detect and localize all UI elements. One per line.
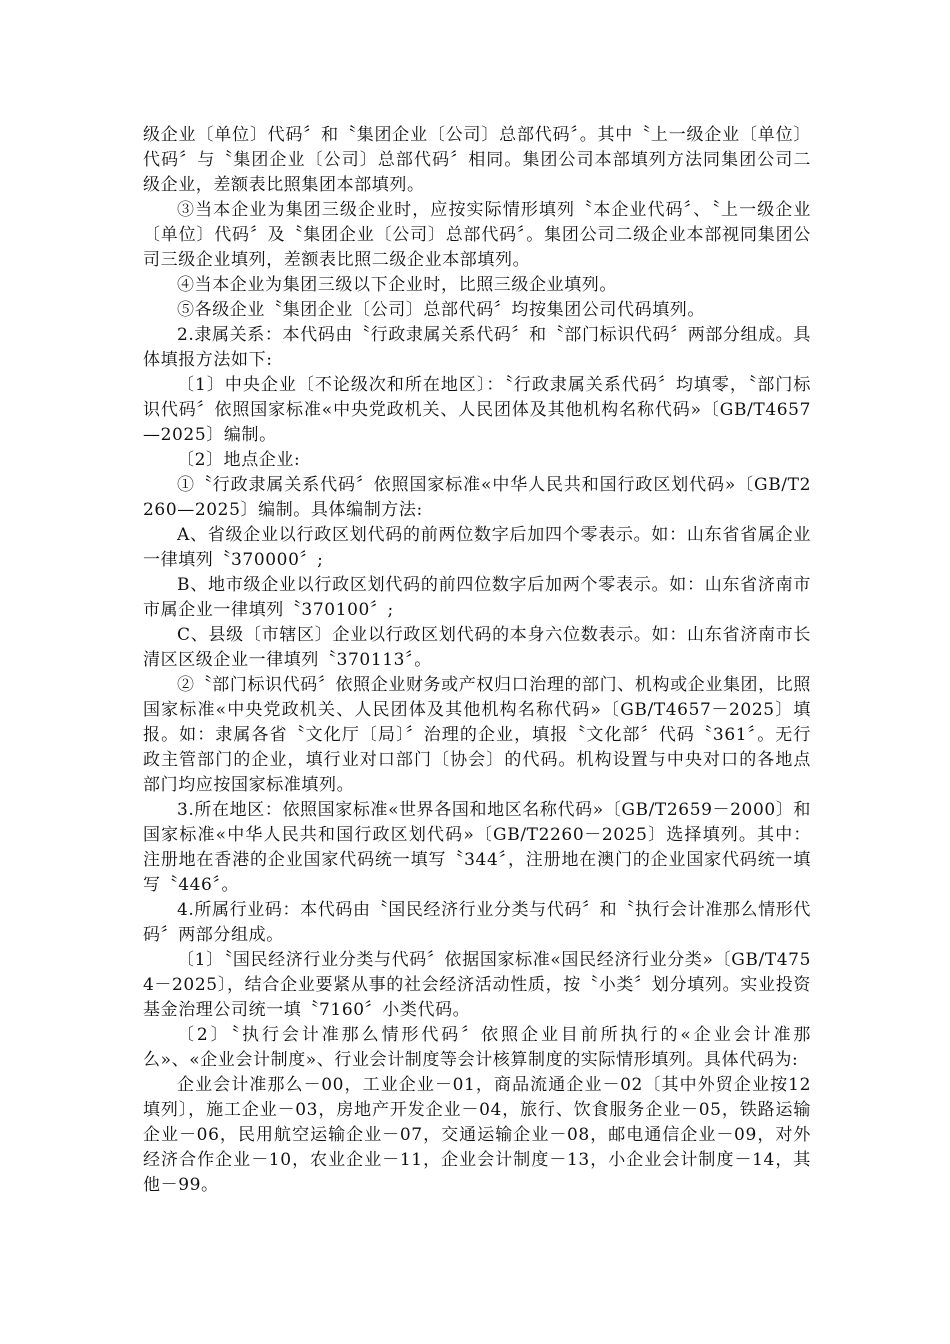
document-body [143, 123, 811, 1198]
paragraph-12: ②〝部门标识代码〞依照企业财务或产权归口治理的部门、机构或企业集团，比照国家标准«中央党政机关、人民团体及其他机构名称代码»〔GB/T4657－2025〕填报。如：隶属各省〝文化厅〔局〕〞治理的企业，填报〝文化部〞代码〝361〞。无行政主管部门的企业，填行业对口部门〔协会〕的代码。机构设置与中央对口的各地点部门均应按国家标准填列。 [143, 675, 811, 795]
paragraph-11: C、县级〔市辖区〕企业以行政区划代码的本身六位数表示。如：山东省济南市长清区区级企业一律填列〝370113〞。 [143, 625, 811, 670]
paragraph-14: 4.所属行业码：本代码由〝国民经济行业分类与代码〞和〝执行会计准那么情形代码〞两部分组成。 [143, 900, 811, 945]
paragraph-10: B、地市级企业以行政区划代码的前四位数字后加两个零表示。如：山东省济南市市属企业一律填列〝370100〞; [143, 575, 811, 620]
paragraph-9: A、省级企业以行政区划代码的前两位数字后加四个零表示。如：山东省省属企业一律填列〝370000〞; [143, 525, 811, 570]
paragraph-3: ④当本企业为集团三级以下企业时，比照三级企业填列。 [177, 275, 617, 295]
paragraph-7: 〔2〕地点企业: [177, 450, 301, 470]
paragraph-13: 3.所在地区：依照国家标准«世界各国和地区名称代码»〔GB/T2659－2000〕和国家标准«中华人民共和国行政区划代码»〔GB/T2260－2025〕选择填列。其中：注册地在香港的企业国家代码统一填写〝344〞，注册地在澳门的企业国家代码统一填写〝446〞。 [143, 800, 811, 895]
paragraph-6: 〔1〕中央企业〔不论级次和所在地区〕：〝行政隶属关系代码〞均填零，〝部门标识代码〞依照国家标准«中央党政机关、人民团体及其他机构名称代码»〔GB/T4657—2025〕编制。 [143, 375, 811, 445]
paragraph-5: 2.隶属关系：本代码由〝行政隶属关系代码〞和〝部门标识代码〞两部分组成。具体填报方法如下: [143, 325, 811, 370]
paragraph-1: 级企业〔单位〕代码〞和〝集团企业〔公司〕总部代码〞。其中〝上一级企业〔单位〕代码〞与〝集团企业〔公司〕总部代码〞相同。集团公司本部填列方法同集团公司二级企业，差额表比照集团本部填列。 [143, 125, 811, 195]
paragraph-4: ⑤各级企业〝集团企业〔公司〕总部代码〞均按集团公司代码填列。 [177, 300, 705, 320]
paragraph-8: ①〝行政隶属关系代码〞依照国家标准«中华人民共和国行政区划代码»〔GB/T2260—2025〕编制。具体编制方法: [143, 475, 811, 520]
paragraph-15: 〔1〕〝国民经济行业分类与代码〞依据国家标准«国民经济行业分类»〔GB/T4754－2025〕，结合企业要紧从事的社会经济活动性质，按〝小类〞划分填列。实业投资基金治理公司统一填〝7160〞小类代码。 [143, 950, 811, 1020]
paragraph-2: ③当本企业为集团三级企业时，应按实际情形填列〝本企业代码〞、〝上一级企业〔单位〕代码〞及〝集团企业〔公司〕总部代码〞。集团公司二级企业本部视同集团公司三级企业填列，差额表比照二级企业本部填列。 [143, 200, 811, 270]
paragraph-17: 企业会计准那么－00，工业企业－01，商品流通企业－02〔其中外贸企业按12填列〕，施工企业－03，房地产开发企业－04，旅行、饮食服务企业－05，铁路运输企业－06，民用航空运输企业－07，交通运输企业－08，邮电通信企业－09，对外经济合作企业－10，农业企业－11，企业会计制度－13，小企业会计制度－14，其他－99。 [143, 1075, 811, 1195]
paragraph-16: 〔2〕〝执行会计准那么情形代码〞依照企业目前所执行的«企业会计准那么»、«企业会计制度»、行业会计制度等会计核算制度的实际情形填列。具体代码为: [143, 1025, 811, 1070]
